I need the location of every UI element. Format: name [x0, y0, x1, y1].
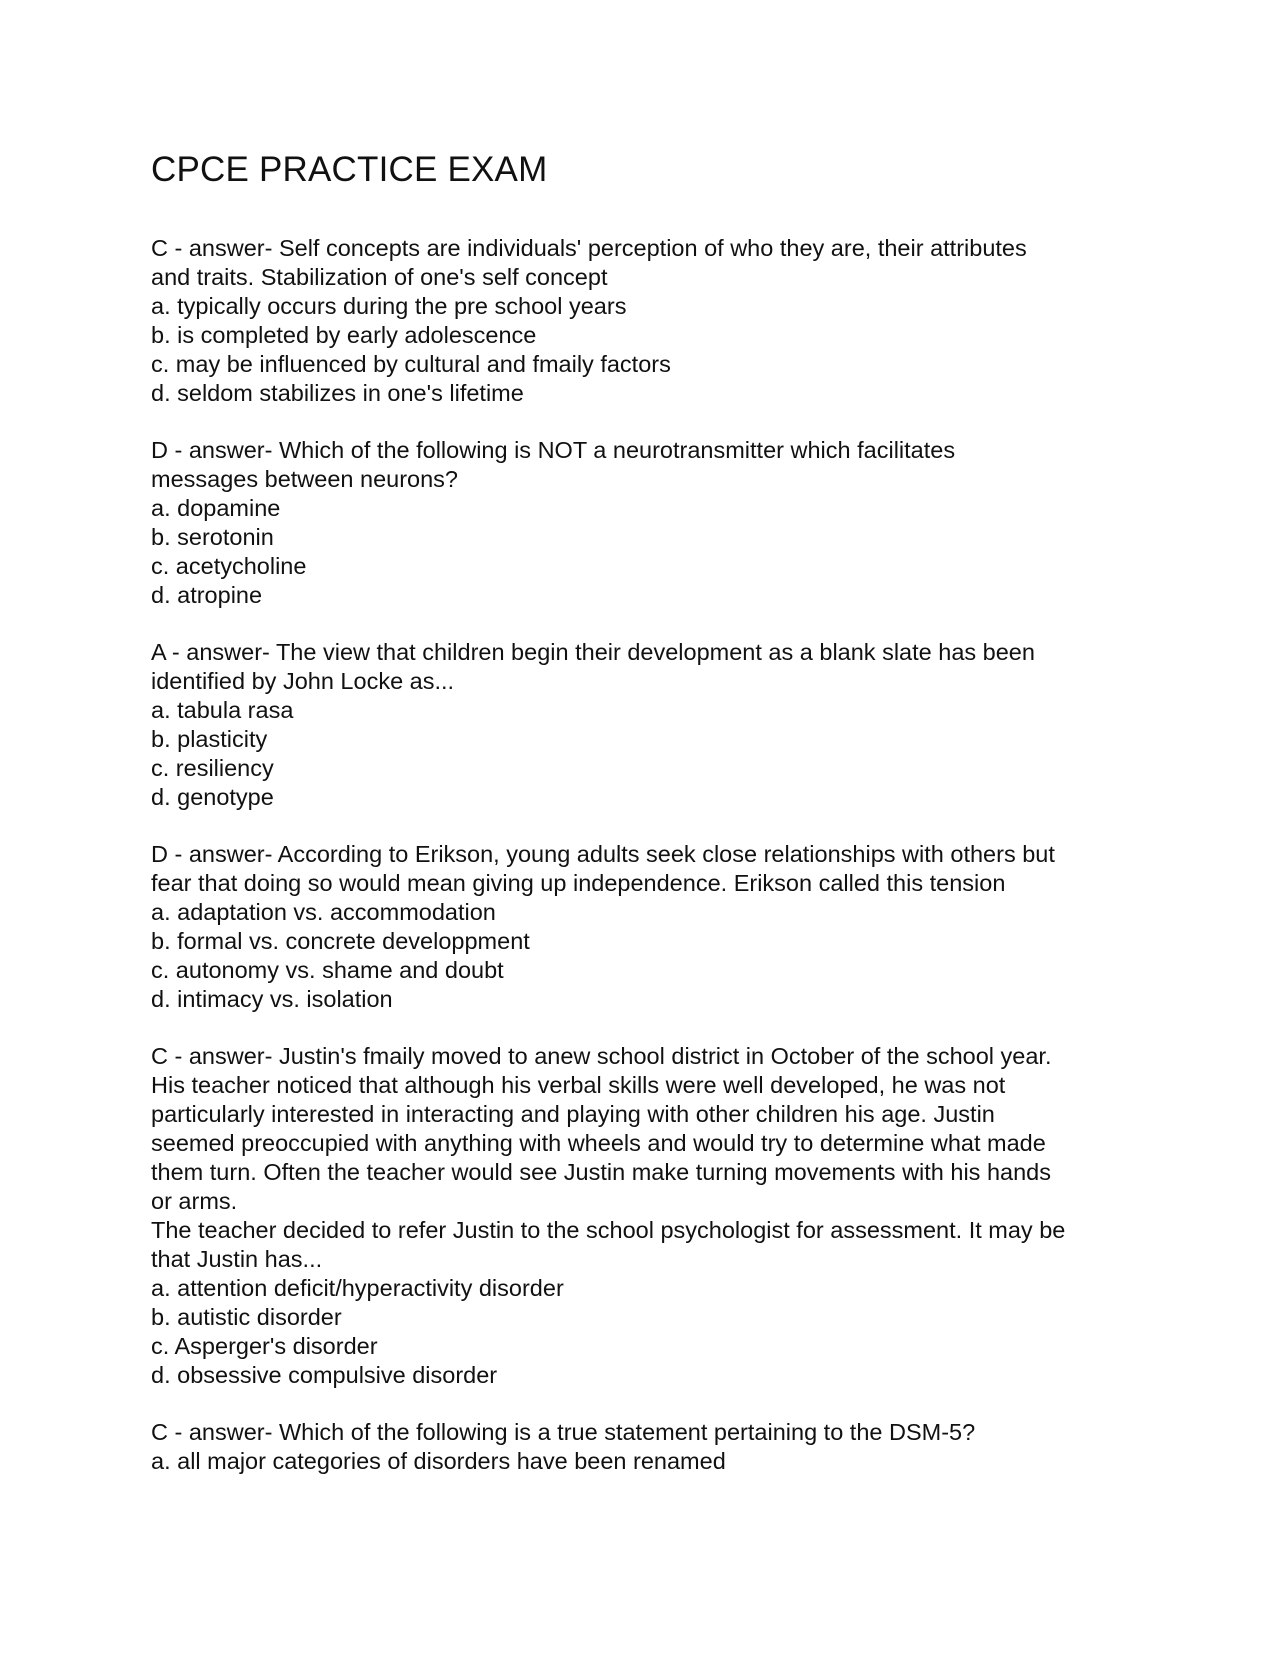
question-line: that Justin has... — [151, 1246, 323, 1272]
answer-option: a. attention deficit/hyperactivity disorder — [151, 1275, 564, 1301]
document-page — [151, 150, 1151, 1504]
question-line: A - answer- The view that children begin their development as a blank slate has been — [151, 639, 1035, 665]
question-block-1 — [151, 234, 1151, 408]
question-line: His teacher noticed that although his verbal skills were well developed, he was not — [151, 1072, 1006, 1098]
question-block-6 — [151, 1418, 1151, 1476]
question-line: identified by John Locke as... — [151, 668, 455, 694]
question-block-2 — [151, 436, 1151, 610]
answer-option: d. genotype — [151, 784, 274, 810]
answer-option: a. dopamine — [151, 495, 281, 521]
answer-option: b. is completed by early adolescence — [151, 322, 537, 348]
answer-option: c. acetycholine — [151, 553, 307, 579]
answer-option: b. formal vs. concrete developpment — [151, 928, 530, 954]
answer-option: b. plasticity — [151, 726, 268, 752]
answer-option: d. obsessive compulsive disorder — [151, 1362, 498, 1388]
question-line: fear that doing so would mean giving up independence. Erikson called this tension — [151, 870, 1006, 896]
answer-option: b. serotonin — [151, 524, 274, 550]
question-line: seemed preoccupied with anything with wheels and would try to determine what made — [151, 1130, 1046, 1156]
question-block-5 — [151, 1042, 1151, 1390]
question-line: particularly interested in interacting and playing with other children his age. Justin — [151, 1101, 995, 1127]
question-block-3 — [151, 638, 1151, 812]
answer-option: c. may be influenced by cultural and fmaily factors — [151, 351, 671, 377]
answer-option: a. typically occurs during the pre school years — [151, 293, 627, 319]
question-line: them turn. Often the teacher would see Justin make turning movements with his hands — [151, 1159, 1051, 1185]
answer-option: b. autistic disorder — [151, 1304, 342, 1330]
answer-option: a. all major categories of disorders have been renamed — [151, 1448, 726, 1474]
page-title: CPCE PRACTICE EXAM — [151, 150, 548, 189]
answer-option: d. atropine — [151, 582, 263, 608]
answer-option: c. Asperger's disorder — [151, 1333, 378, 1359]
answer-option: c. autonomy vs. shame and doubt — [151, 957, 504, 983]
question-line: D - answer- Which of the following is NOT a neurotransmitter which facilitates — [151, 437, 956, 463]
question-line: C - answer- Self concepts are individuals' perception of who they are, their attributes — [151, 235, 1027, 261]
question-line: The teacher decided to refer Justin to the school psychologist for assessment. It may be — [151, 1217, 1066, 1243]
question-line: C - answer- Which of the following is a true statement pertaining to the DSM-5? — [151, 1419, 976, 1445]
answer-option: d. intimacy vs. isolation — [151, 986, 393, 1012]
answer-option: a. adaptation vs. accommodation — [151, 899, 496, 925]
question-line: and traits. Stabilization of one's self concept — [151, 264, 608, 290]
answer-option: a. tabula rasa — [151, 697, 294, 723]
answer-option: c. resiliency — [151, 755, 274, 781]
question-line: D - answer- According to Erikson, young adults seek close relationships with others but — [151, 841, 1055, 867]
question-line: messages between neurons? — [151, 466, 459, 492]
answer-option: d. seldom stabilizes in one's lifetime — [151, 380, 524, 406]
question-line: C - answer- Justin's fmaily moved to anew school district in October of the school year. — [151, 1043, 1052, 1069]
question-block-4 — [151, 840, 1151, 1014]
question-line: or arms. — [151, 1188, 238, 1214]
